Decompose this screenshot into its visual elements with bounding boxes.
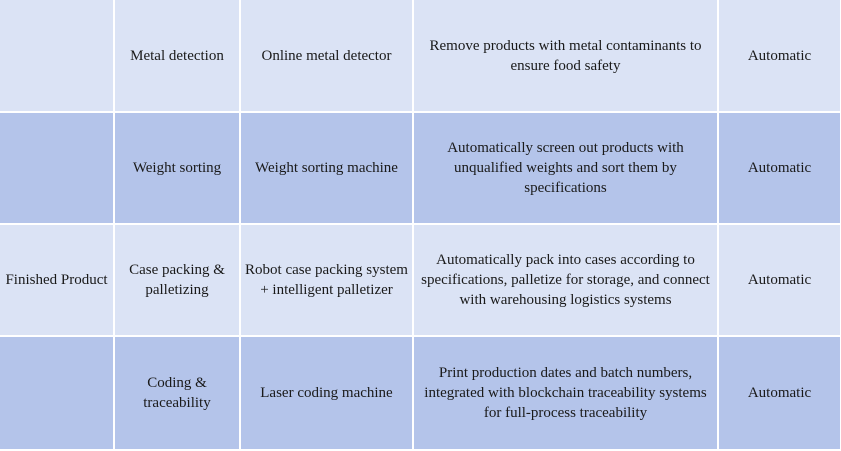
- mode-cell: Automatic: [718, 336, 841, 450]
- table-row: [0, 224, 841, 336]
- equipment-cell: Robot case packing system + intelligent palletizer: [240, 224, 413, 336]
- function-cell: Print production dates and batch numbers, integrated with blockchain traceability systems for full-process traceability: [413, 336, 718, 450]
- function-cell: Automatically screen out products with unqualified weights and sort them by specifications: [413, 112, 718, 224]
- table-row: [0, 336, 841, 450]
- stage-cell-segment: [0, 112, 114, 224]
- table-row: [0, 0, 841, 112]
- mode-cell: Automatic: [718, 224, 841, 336]
- equipment-cell: Weight sorting machine: [240, 112, 413, 224]
- stage-cell-segment: [0, 0, 114, 112]
- process-cell: Weight sorting: [114, 112, 240, 224]
- function-cell: Automatically pack into cases according to specifications, palletize for storage, and connect with warehousing logistics systems: [413, 224, 718, 336]
- mode-cell: Automatic: [718, 112, 841, 224]
- mode-cell: Automatic: [718, 0, 841, 112]
- process-cell: Coding & traceability: [114, 336, 240, 450]
- stage-cell: Finished Product: [0, 224, 114, 336]
- function-cell: Remove products with metal contaminants to ensure food safety: [413, 0, 718, 112]
- table-row: [0, 112, 841, 224]
- equipment-cell: Laser coding machine: [240, 336, 413, 450]
- equipment-cell: Online metal detector: [240, 0, 413, 112]
- process-cell: Metal detection: [114, 0, 240, 112]
- stage-cell-segment: [0, 336, 114, 450]
- process-cell: Case packing & palletizing: [114, 224, 240, 336]
